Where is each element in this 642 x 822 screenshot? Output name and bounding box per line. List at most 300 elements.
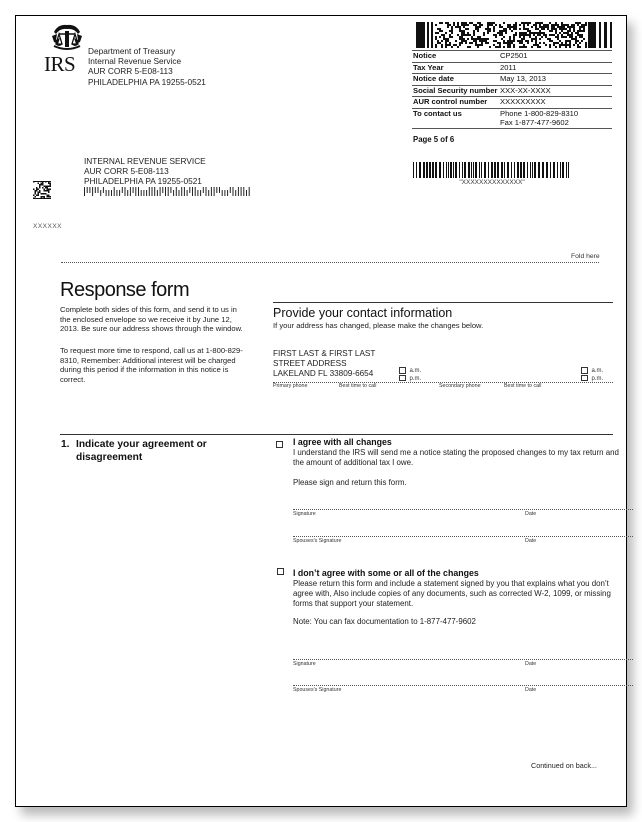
postal-bar — [187, 190, 188, 196]
barcode-module — [563, 44, 565, 46]
barcode-module — [567, 26, 569, 28]
barcode-module — [549, 44, 551, 46]
barcode-module — [539, 22, 541, 24]
barcode-module — [575, 40, 577, 42]
barcode-module — [547, 38, 549, 40]
barcode-bar — [413, 162, 414, 178]
barcode-module — [545, 36, 547, 38]
barcode-module — [471, 38, 473, 40]
barcode-module — [441, 44, 443, 46]
postal-bar — [214, 187, 215, 196]
barcode-module — [439, 22, 441, 24]
barcode-module — [543, 24, 545, 26]
postal-bar — [84, 187, 85, 196]
barcode-module — [519, 32, 521, 34]
address-line: LAKELAND FL 33809-6654 — [273, 368, 374, 378]
barcode-module — [469, 22, 471, 24]
barcode-module — [461, 40, 463, 42]
qr-module — [38, 189, 40, 191]
qr-module — [50, 186, 52, 188]
info-value: 2011 — [499, 62, 612, 74]
barcode-module — [577, 32, 579, 34]
barcode-module — [525, 22, 527, 24]
barcode-module — [535, 44, 537, 46]
barcode-module — [559, 26, 561, 28]
barcode-module — [579, 22, 581, 24]
barcode-module — [441, 34, 443, 36]
barcode-module — [503, 22, 505, 24]
barcode-module — [565, 28, 567, 30]
qr-module — [38, 183, 40, 185]
postal-bar — [133, 187, 134, 193]
barcode-module — [489, 30, 491, 32]
barcode-module — [507, 42, 509, 44]
am-checkbox[interactable] — [581, 367, 588, 374]
info-row — [412, 97, 612, 109]
barcode-module — [579, 46, 581, 48]
barcode-module — [519, 40, 521, 42]
barcode-module — [489, 22, 491, 24]
barcode-module — [509, 46, 511, 48]
barcode-module — [525, 32, 527, 34]
barcode-module — [539, 46, 541, 48]
barcode-module — [551, 40, 553, 42]
barcode-module — [535, 40, 537, 42]
barcode-module — [523, 36, 525, 38]
barcode-module — [529, 32, 531, 34]
barcode-module — [481, 44, 483, 46]
postal-bar — [95, 187, 96, 193]
barcode-module — [515, 32, 517, 34]
postal-bar — [233, 187, 234, 196]
info-row — [412, 85, 612, 97]
barcode-module — [439, 28, 441, 30]
barcode-module — [519, 36, 521, 38]
barcode-module — [553, 28, 555, 30]
postal-bar — [135, 187, 136, 196]
notice-page — [15, 15, 627, 807]
barcode-module — [465, 34, 467, 36]
barcode-module — [463, 34, 465, 36]
barcode-module — [475, 28, 477, 30]
barcode-module — [541, 36, 543, 38]
postal-bar — [200, 190, 201, 196]
barcode-module — [567, 34, 569, 36]
barcode-module — [459, 38, 461, 40]
spouse-signature-label: Spouses's Signature — [293, 687, 342, 693]
postal-bar — [241, 187, 242, 196]
address-line: FIRST LAST & FIRST LAST — [273, 349, 376, 358]
barcode-module — [449, 24, 451, 26]
barcode-module — [445, 38, 447, 40]
barcode-module — [515, 26, 517, 28]
barcode-module — [559, 40, 561, 42]
am-checkbox[interactable] — [399, 367, 406, 374]
barcode-module — [561, 22, 563, 24]
barcode-bar — [520, 162, 522, 178]
barcode-module — [515, 24, 517, 26]
agree-option-text: I understand the IRS will send me a notice stating the proposed changes to my tax return and the amount of additional tax I owe. — [293, 448, 619, 467]
postal-bar — [111, 190, 112, 196]
barcode-module — [463, 22, 465, 24]
disagree-checkbox[interactable] — [277, 568, 284, 575]
barcode-module — [511, 30, 513, 32]
barcode-module — [561, 30, 563, 32]
barcode-module — [527, 28, 529, 30]
barcode-module — [559, 32, 561, 34]
qr-module — [50, 196, 52, 198]
barcode-module — [567, 40, 569, 42]
barcode-module — [545, 34, 547, 36]
barcode-module — [569, 46, 571, 48]
barcode-module — [555, 28, 557, 30]
barcode-module — [555, 46, 557, 48]
signature-field[interactable] — [293, 509, 633, 510]
barcode-module — [571, 32, 573, 34]
barcode-module — [481, 42, 483, 44]
barcode-module — [507, 46, 509, 48]
barcode-module — [545, 44, 547, 46]
barcode-module — [489, 24, 491, 26]
qr-module — [41, 184, 43, 186]
barcode-module — [563, 24, 565, 26]
barcode-module — [473, 32, 475, 34]
barcode-module — [533, 24, 535, 26]
spouse-signature-field[interactable] — [293, 685, 633, 686]
am-option[interactable] — [581, 367, 603, 375]
barcode-module — [473, 24, 475, 26]
barcode-module — [511, 40, 513, 42]
barcode-bar — [475, 162, 477, 178]
barcode-module — [539, 38, 541, 40]
barcode-module — [535, 42, 537, 44]
postal-bar — [87, 187, 88, 193]
barcode-module — [553, 34, 555, 36]
barcode-module — [519, 42, 521, 44]
barcode-module — [477, 46, 479, 48]
barcode-module — [487, 38, 489, 40]
barcode-module — [529, 36, 531, 38]
barcode-module — [535, 36, 537, 38]
barcode-module — [511, 26, 513, 28]
barcode-module — [453, 22, 455, 24]
barcode-module — [453, 44, 455, 46]
pm-checkbox[interactable] — [399, 375, 406, 382]
barcode-module — [487, 22, 489, 24]
pm-checkbox[interactable] — [581, 375, 588, 382]
barcode-module — [461, 24, 463, 26]
barcode-module — [491, 24, 493, 26]
barcode-module — [551, 24, 553, 26]
barcode-module — [451, 36, 453, 38]
barcode-module — [509, 36, 511, 38]
barcode-module — [533, 32, 535, 34]
agree-checkbox[interactable] — [276, 441, 283, 448]
barcode-bar — [464, 162, 466, 178]
barcode-bar — [455, 162, 457, 178]
barcode-module — [579, 42, 581, 44]
barcode-module — [541, 32, 543, 34]
barcode-module — [463, 40, 465, 42]
barcode-module — [447, 38, 449, 40]
barcode-module — [525, 46, 527, 48]
barcode-module — [535, 24, 537, 26]
barcode-module — [561, 44, 563, 46]
postal-bar — [160, 187, 161, 196]
qr-module — [36, 195, 38, 197]
barcode-bar — [550, 162, 551, 178]
barcode-module — [457, 22, 459, 24]
info-row — [412, 74, 612, 86]
barcode-bar — [432, 162, 434, 178]
qr-module — [42, 187, 44, 189]
barcode-bar — [568, 162, 569, 178]
barcode-module — [541, 26, 543, 28]
barcode-bar — [527, 162, 528, 178]
irs-logo-text: IRS — [44, 52, 76, 76]
barcode-module — [451, 32, 453, 34]
qr-module — [42, 183, 44, 185]
postal-bar — [203, 187, 204, 193]
barcode-module — [521, 40, 523, 42]
barcode-module — [565, 32, 567, 34]
barcode-module — [519, 28, 521, 30]
postal-bar — [216, 187, 217, 193]
barcode-module — [531, 40, 533, 42]
sender-line: AUR CORR 5-E08-113 — [88, 66, 173, 77]
info-row — [412, 108, 612, 128]
placeholder-id: XXXXXX — [33, 223, 63, 230]
postal-bar — [162, 187, 163, 193]
barcode-module — [435, 36, 437, 38]
barcode-bar — [494, 162, 496, 178]
address-line: INTERNAL REVENUE SERVICE — [84, 156, 206, 166]
agree-option-title: I agree with all changes — [293, 437, 392, 447]
barcode-module — [499, 42, 501, 44]
barcode-module — [567, 44, 569, 46]
barcode-module — [529, 34, 531, 36]
barcode-module — [507, 26, 509, 28]
qr-module — [41, 183, 43, 185]
barcode-module — [465, 28, 467, 30]
barcode-module — [489, 28, 491, 30]
barcode-module — [481, 24, 483, 26]
barcode-module — [479, 38, 481, 40]
barcode-module — [455, 26, 457, 28]
barcode-module — [465, 22, 467, 24]
contact-divider — [273, 302, 613, 303]
pm-label: p.m. — [591, 375, 604, 382]
barcode-module — [569, 36, 571, 38]
barcode-module — [523, 28, 525, 30]
barcode-module — [571, 36, 573, 38]
barcode-module — [475, 44, 477, 46]
signature-field[interactable] — [293, 659, 633, 660]
barcode-module — [547, 24, 549, 26]
barcode-module — [573, 28, 575, 30]
barcode-module — [569, 30, 571, 32]
postal-bar — [149, 187, 150, 196]
postal-bar — [176, 187, 177, 196]
barcode-module — [581, 30, 583, 32]
barcode-module — [455, 44, 457, 46]
barcode-module — [459, 36, 461, 38]
barcode-module — [507, 44, 509, 46]
sender-line: Internal Revenue Service — [88, 56, 182, 67]
postal-bar — [195, 187, 196, 196]
barcode-module — [531, 26, 533, 28]
spouse-signature-field[interactable] — [293, 536, 633, 537]
qr-module — [36, 187, 38, 189]
barcode-module — [527, 24, 529, 26]
qr-border — [33, 198, 51, 199]
am-option[interactable] — [399, 367, 421, 375]
barcode-module — [459, 28, 461, 30]
barcode-module — [579, 30, 581, 32]
barcode-module — [479, 36, 481, 38]
barcode-module — [561, 36, 563, 38]
postal-bar — [98, 187, 99, 193]
qr-module — [36, 190, 38, 192]
qr-module — [36, 189, 38, 191]
barcode-module — [543, 28, 545, 30]
barcode-module — [447, 24, 449, 26]
barcode-module — [487, 28, 489, 30]
barcode-module — [561, 34, 563, 36]
barcode-module — [449, 44, 451, 46]
barcode-module — [521, 42, 523, 44]
barcode-module — [457, 26, 459, 28]
barcode-module — [555, 22, 557, 24]
barcode-module — [523, 46, 525, 48]
barcode-module — [495, 34, 497, 36]
barcode-module — [445, 42, 447, 44]
barcode-module — [585, 42, 587, 44]
barcode-module — [543, 34, 545, 36]
barcode-module — [439, 42, 441, 44]
barcode-module — [581, 34, 583, 36]
barcode-module — [487, 24, 489, 26]
qr-module — [47, 187, 49, 189]
qr-module — [45, 186, 47, 188]
barcode-module — [513, 46, 515, 48]
barcode-module — [577, 40, 579, 42]
section-title: Indicate your agreement or disagreement — [76, 439, 207, 463]
barcode-module — [453, 24, 455, 26]
section-divider — [60, 434, 613, 435]
address-line: AUR CORR 5-E08-113 — [84, 166, 169, 176]
barcode-module — [581, 26, 583, 28]
fold-label: Fold here — [571, 253, 600, 260]
barcode-module — [567, 32, 569, 34]
barcode-module — [447, 44, 449, 46]
barcode-module — [471, 42, 473, 44]
barcode-module — [523, 22, 525, 24]
barcode-module — [513, 40, 515, 42]
barcode-bar — [514, 162, 515, 178]
barcode-module — [557, 24, 559, 26]
am-label: a.m. — [409, 367, 422, 374]
barcode-module — [487, 26, 489, 28]
barcode-bar — [459, 162, 460, 178]
barcode-module — [535, 26, 537, 28]
barcode-module — [493, 40, 495, 42]
info-value — [499, 108, 612, 128]
barcode-module — [443, 38, 445, 40]
barcode-module — [495, 46, 497, 48]
qr-module — [44, 196, 46, 198]
postal-bar — [219, 187, 220, 193]
barcode-module — [465, 42, 467, 44]
barcode-bar — [546, 162, 548, 178]
barcode-module — [501, 38, 503, 40]
address-line: STREET ADDRESS — [273, 358, 347, 368]
barcode-module — [541, 22, 543, 24]
barcode-module — [573, 24, 575, 26]
linear-barcode — [413, 162, 571, 178]
barcode-module — [557, 34, 559, 36]
barcode-module — [499, 46, 501, 48]
page-indicator: Page 5 of 6 — [413, 135, 455, 144]
qr-module — [42, 184, 44, 186]
barcode-module — [473, 40, 475, 42]
qr-module — [45, 187, 47, 189]
barcode-module — [471, 36, 473, 38]
barcode-module — [483, 32, 485, 34]
barcode-module — [477, 22, 479, 24]
barcode-module — [451, 28, 453, 30]
barcode-bar — [504, 162, 505, 178]
barcode-module — [509, 44, 511, 46]
postal-bar — [173, 190, 174, 196]
barcode-module — [437, 42, 439, 44]
barcode-module — [579, 26, 581, 28]
barcode-module — [529, 30, 531, 32]
barcode-module — [437, 28, 439, 30]
qr-module — [47, 186, 49, 188]
barcode-module — [553, 24, 555, 26]
qr-module — [33, 189, 35, 191]
barcode-module — [509, 38, 511, 40]
qr-module — [39, 187, 41, 189]
barcode-module — [567, 30, 569, 32]
instructions-paragraph: Complete both sides of this form, and send it to us in the enclosed envelope so we receive it by June 12, 2013. Be sure our address shows through the window. — [60, 305, 243, 333]
barcode-module — [449, 36, 451, 38]
postal-bar — [108, 190, 109, 196]
barcode-module — [519, 24, 521, 26]
info-label: To contact us — [412, 108, 499, 128]
barcode-module — [459, 44, 461, 46]
barcode-module — [577, 44, 579, 46]
barcode-module — [539, 26, 541, 28]
barcode-module — [523, 32, 525, 34]
barcode-module — [537, 32, 539, 34]
barcode-module — [461, 32, 463, 34]
barcode-module — [461, 38, 463, 40]
qr-module — [41, 193, 43, 195]
barcode-module — [551, 28, 553, 30]
info-label: Notice — [412, 51, 499, 63]
postal-bar — [143, 190, 144, 196]
postal-bar — [138, 187, 139, 196]
barcode-module — [437, 32, 439, 34]
barcode-module — [499, 34, 501, 36]
barcode-module — [513, 26, 515, 28]
barcode-module — [463, 30, 465, 32]
barcode-bar — [443, 162, 444, 178]
barcode-module — [479, 26, 481, 28]
barcode-module — [505, 32, 507, 34]
